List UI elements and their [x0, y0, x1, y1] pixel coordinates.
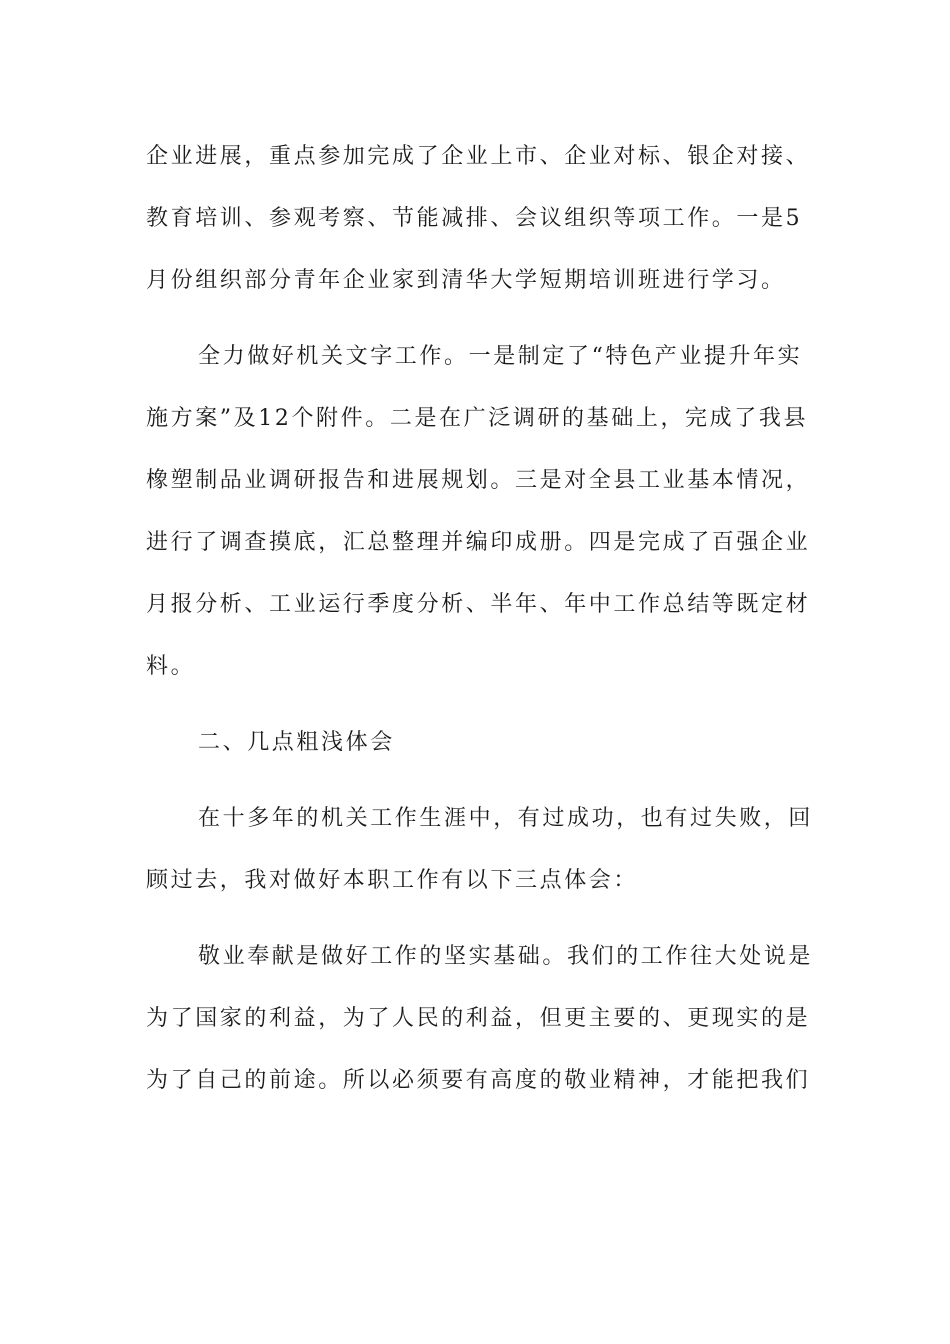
heading-line: 二、几点粗浅体会: [198, 730, 395, 755]
text-line: 料。: [146, 654, 196, 679]
text-line: 月报分析、工业运行季度分析、半年、年中工作总结等既定材: [146, 592, 811, 617]
paragraph-4: [146, 788, 814, 912]
paragraph-spacer: [146, 774, 806, 788]
section-heading: [146, 712, 806, 774]
paragraph-spacer: [146, 698, 806, 712]
text-line: 施方案”及12个附件。二是在广泛调研的基础上，完成了我县: [146, 406, 809, 431]
paragraph-2: [146, 326, 811, 698]
document-body: [146, 126, 814, 1112]
paragraph-5: [146, 926, 814, 1112]
text-line: 顾过去，我对做好本职工作有以下三点体会：: [146, 868, 639, 893]
text-line: 进行了调查摸底，汇总整理并编印成册。四是完成了百强企业: [146, 530, 811, 555]
text-line: 为了国家的利益，为了人民的利益，但更主要的、更现实的是: [146, 1006, 811, 1031]
text-line: 企业进展，重点参加完成了企业上市、企业对标、银企对接、: [146, 144, 811, 169]
text-line: 教育培训、参观考察、节能减排、会议组织等项工作。一是5: [146, 206, 803, 231]
text-line: 为了自己的前途。所以必须要有高度的敬业精神，才能把我们: [146, 1068, 811, 1093]
paragraph-1: [146, 126, 811, 312]
paragraph-spacer: [146, 912, 806, 926]
text-line: 月份组织部分青年企业家到清华大学短期培训班进行学习。: [146, 268, 786, 293]
text-line: 敬业奉献是做好工作的坚实基础。我们的工作往大处说是: [198, 944, 814, 969]
text-line: 在十多年的机关工作生涯中，有过成功，也有过失败，回: [198, 806, 814, 831]
paragraph-spacer: [146, 312, 806, 326]
text-line: 全力做好机关文字工作。一是制定了“特色产业提升年实: [198, 344, 803, 369]
text-line: 橡塑制品业调研报告和进展规划。三是对全县工业基本情况，: [146, 468, 811, 493]
